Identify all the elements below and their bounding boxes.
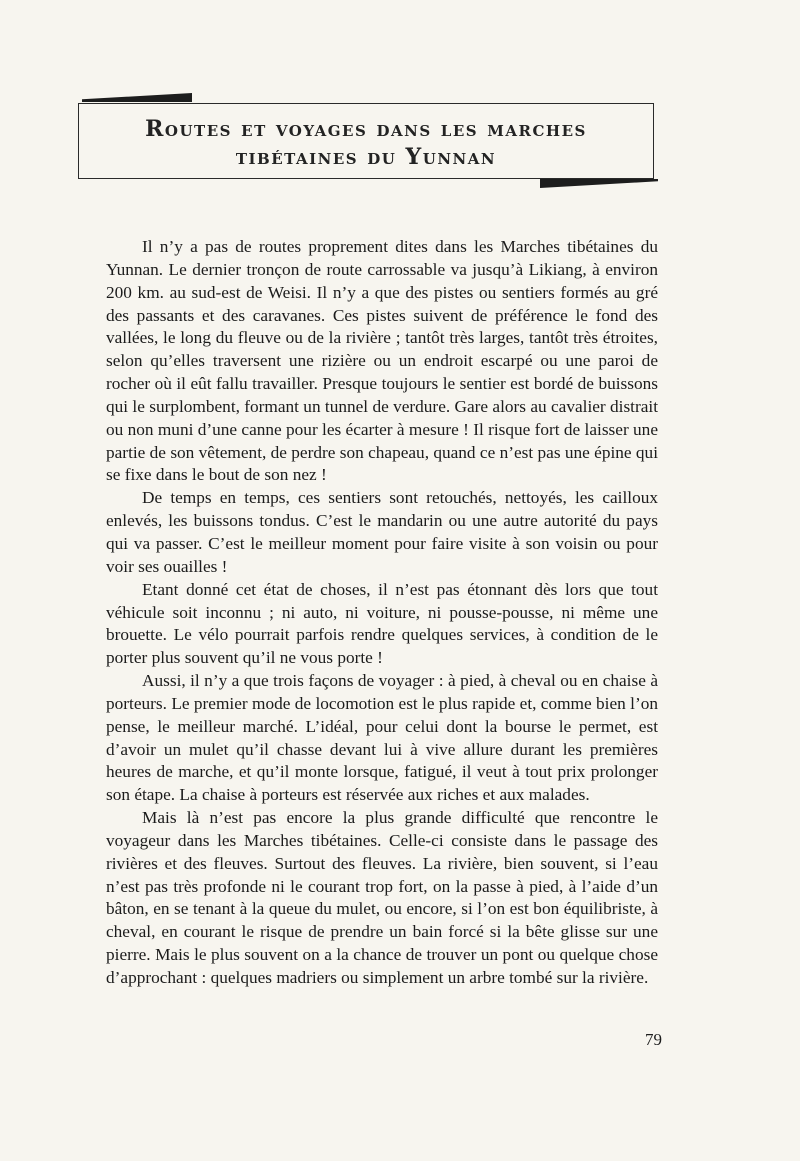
chapter-title-line-2: tibétaines du Yunnan: [235, 144, 497, 170]
title-decoration-bottom-bar: [540, 179, 658, 188]
title-decoration-top-bar: [82, 93, 192, 102]
paragraph: Aussi, il n’y a que trois façons de voyager : à pied, à cheval ou en chaise à porteurs. Le premier mode de locomotion est le plus rapide et, comme bien l’on pense, le meilleur marché. L’idéal, pour celui dont la bourse le permet, est d’avoir un mulet qu’il chasse devant lui à vive allure durant les premières heures de marche, et qu’il monte lorsque, fatigué, il veut à tout prix prolonger son étape. La chaise à porteurs est réservée aux riches et aux malades.: [106, 671, 658, 805]
paragraph: Il n’y a pas de routes proprement dites dans les Marches tibétaines du Yunnan. Le dernier tronçon de route carrossable va jusqu’à Likiang, à environ 200 km. au sud-est de Weisi. Il n’y a que des pistes ou sentiers formés au gré des passants et des caravanes. Ces pistes suivent de préférence le fond des vallées, le long du fleuve ou de la rivière ; tantôt très larges, tantôt très étroites, selon qu’elles traversent une rizière ou un endroit escarpé ou une paroi de rocher où il eût fallu travailler. Presque toujours le sentier est bordé de buissons qui le surplombent, formant un tunnel de verdure. Gare alors au cavalier distrait ou non muni d’une canne pour les écarter à mesure ! Il risque fort de laisser une partie de son vêtement, de perdre son chapeau, quand ce n’est pas une épine qui se fixe dans le bout de son nez !: [106, 237, 658, 485]
body-text: [106, 236, 658, 990]
chapter-title-line-1: Routes et voyages dans les marches: [145, 116, 587, 142]
paragraph: Mais là n’est pas encore la plus grande difficulté que rencontre le voyageur dans les Marches tibétaines. Celle-ci consiste dans le passage des rivières et des fleuves. Surtout des fleuves. La rivière, bien souvent, si l’eau n’est pas très profonde ni le courant trop fort, on la passe à pied, à l’aide d’un bâton, en se tenant à la queue du mulet, ou encore, si l’on est bon équilibriste, à cheval, en courant le risque de prendre un bain forcé si la bête glisse sur une pierre. Mais le plus souvent on a la chance de trouver un pont ou quelque chose d’approchant : quelques madriers ou simplement un arbre tombé sur la rivière.: [106, 808, 658, 987]
paragraph: De temps en temps, ces sentiers sont retouchés, nettoyés, les cailloux enlevés, les buissons tondus. C’est le mandarin ou une autre autorité du pays qui va passer. C’est le meilleur moment pour faire visite à son voisin ou pour voir ses ouailles !: [106, 488, 658, 576]
paragraph: Etant donné cet état de choses, il n’est pas étonnant dès lors que tout véhicule soit inconnu ; ni auto, ni voiture, ni pousse-pousse, ni même une brouette. Le vélo pourrait parfois rendre quelques services, à condition de le porter plus souvent qu’il ne vous porte !: [106, 579, 658, 668]
page-number: 79: [645, 1030, 662, 1049]
